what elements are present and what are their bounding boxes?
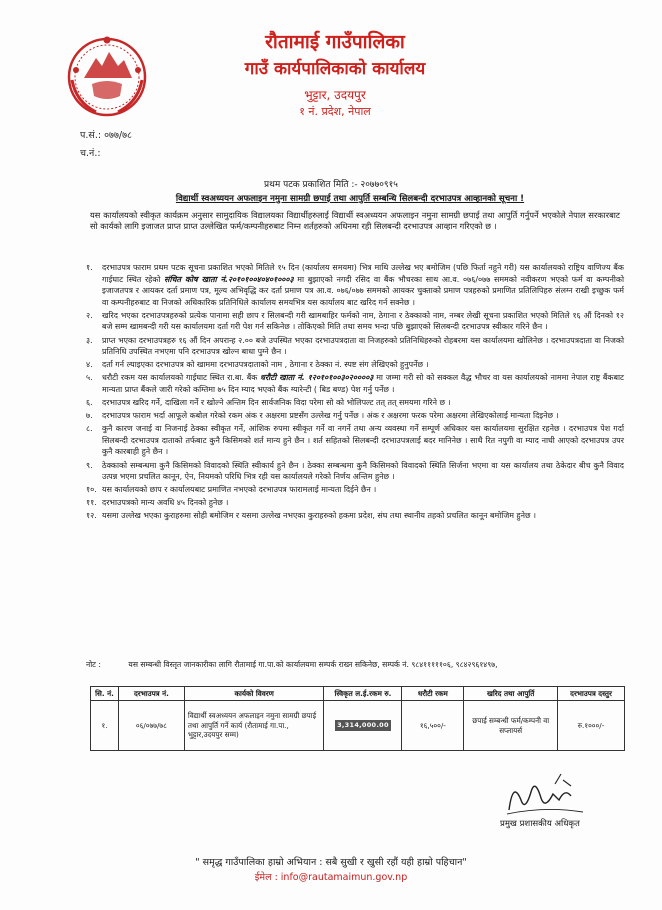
col-sn: सि. नं. — [91, 687, 119, 701]
cell-sn: १. — [91, 701, 119, 751]
cell-procurement: छपाई सम्बन्धी फर्म/कम्पनी वा सप्लायर्स — [464, 701, 558, 751]
signature-icon — [505, 770, 585, 818]
account-number: धरौटी खाता नं. १२०१०१००३०२००००३ — [260, 373, 374, 383]
term-text — [102, 410, 624, 422]
tender-table — [90, 686, 625, 751]
term-text-part: दरभाउपत्रको मान्य अवधि ४५ दिनको हुनेछ । — [102, 498, 229, 508]
term-number: ४. — [86, 360, 93, 370]
term-text — [102, 310, 624, 333]
term-item — [86, 335, 624, 358]
term-number: ६. — [86, 398, 93, 408]
col-deposit: धरौटी रकम — [402, 687, 464, 701]
term-number: १२. — [86, 511, 97, 521]
term-item — [86, 262, 624, 308]
term-number: ८. — [86, 424, 93, 434]
term-item — [86, 372, 624, 395]
term-text-part: कुनै कारण जनाई वा निजनाई ठेक्का स्वीकृत गर्ने, आंशिक रुपमा स्वीकृत गर्ने वा नगर्ने तथा अन्य व्यवस्था गर्ने सम्पूर्ण अधिकार यस कार्यालयमा सुरक्षित रहनेछ । दरभाउपत्र पेश गर्दा सिलबन्दी दरभाउपत्र दाताको तर्फबाट कुनै किसिमको शर्त मान्य हुने छैन । शर्त सहितको सिलबन्दी दरभाउपत्रलाई बदर मानिनेछ । साथै रित नपुगी वा म्याद नाघी आएको दरभाउपत्र उपर कुनै कारबाही हुने छैन । — [102, 424, 624, 457]
col-description: कार्यको विवरण — [184, 687, 324, 701]
term-text-part: दरभाउपत्र फाराम प्रथम पटक सूचना प्रकाशित भएको मितिले १५ दिन (कार्यालय समयमा) भित्र माथि उल्लेख भए बमोजिम (पछि फिर्ता नहुने गरी) यस कार्यालयको राष्ट्रिय वाणिज्य बैंक गाईघाट स्थित रहेको — [102, 263, 624, 284]
letter-ref-number: प.सं.: ०७७/७८ — [80, 130, 132, 141]
term-item — [86, 359, 624, 371]
term-text-part: प्राप्त भएका दरभाउपत्रहरु १६ औं दिन अपरान्ह २.०० बजे उपस्थित भएका दरभाउपत्रदाता वा निजहरुको प्रतिनिधिहरुको रोहबरमा यस कार्यालयमा खोलिनेछ । दरभाउपत्रदाता वा निजको प्रतिनिधि उपस्थित नभएमा पनि दरभाउपत्र खोल्न बाधा पुग्ने छैन । — [102, 335, 624, 357]
term-text — [102, 423, 624, 458]
notice-subject: विद्यार्थी स्वअध्ययन अफलाइन नमुना सामग्री छपाई तथा आपुर्ति सम्बन्धि सिलबन्दी दरभाउपत्र आव्हानको सूचना ! — [175, 194, 525, 204]
note-text: यस सम्बन्धी विस्तृत जानकारीका लागि रौतामाई गा.पा.को कार्यालयमा सम्पर्क राख्न सकिनेछ, सम्पर्क नं. ९८४१११११०६, ९८४२९६१४९७, — [128, 660, 498, 669]
signatory-title: प्रमुख प्रशासकीय अधिकृत — [500, 819, 580, 829]
term-item — [86, 310, 624, 333]
cell-fee: रु.१०००/- — [558, 701, 625, 751]
publication-date: प्रथम पटक प्रकाशित मिति :- २०७७०९१५ — [264, 180, 398, 190]
term-number: ११. — [86, 498, 97, 508]
col-procurement: खरिद तथा आपुर्ति — [464, 687, 558, 701]
note-label: नोट : — [86, 660, 101, 669]
col-estimate: स्विकृत ल.ई.रकम रु. — [324, 687, 402, 701]
term-number: १. — [86, 263, 93, 272]
notice-intro: यस कार्यालयको स्वीकृत कार्यक्रम अनुसार सामुदायिक विद्यालयका विद्यार्थीहरुलाई विद्यार्थी स्वअध्ययन अफलाइन नमुना सामग्री छपाई तथा आपुर्ति गर्नुपर्ने भएकोले नेपाल सरकारबाट सो कार्यको लागि इजाजत प्राप्त प्राप्त उल्लेखित फर्म/कम्पनीहरुबाट निम्न शर्तहरुको अधिनमा रही सिलबन्दी दरभाउपत्र आव्हान गरिएको छ । — [90, 210, 620, 231]
term-text — [102, 372, 624, 395]
term-number: ५. — [86, 373, 93, 383]
term-text-part: मा जम्मा गरी सो को सक्कल वैद्ध भौचर वा यस कार्यालयको नाममा नेपाल राष्ट्र बैंकबाट मान्यता प्राप्त बैंकले जारी गरेको कम्तिमा ७५ दिन म्याद भएको बैंक ग्यारेन्टी ( बिड बण्ड) पेश गर्नु पर्नेछ । — [102, 373, 624, 394]
footer-slogan: " समृद्ध गाउँपालिका हाम्रो अभियान : सबै सुखी र खुसी रहौं यही हाम्रो पहिचान" — [195, 857, 467, 868]
cell-deposit: १६,५००/- — [402, 701, 464, 751]
term-item — [86, 484, 624, 496]
table-header-row — [91, 687, 625, 701]
term-text-part: दरभाउपत्र खरिद गर्ने, दाखिला गर्ने र खोल्ने अन्तिम दिन सार्वजनिक विदा परेमा सो को भोलिपल्ट तत् तत् समयमा गरिने छ । — [102, 398, 451, 408]
cell-tender-no: ०६/०७७/७८ — [118, 701, 184, 751]
term-number: २. — [86, 310, 93, 320]
account-number: संचित कोष खाता नं.२०१०१००४०४०१०००३ — [164, 274, 294, 284]
term-text-part: मा बुझाएको नगदी रसिद वा बैंक भौचरका साथ आ.व. ०७६/०७७ सममको नवीकरण भएको फर्म वा कम्पनीको इजाजतपत्र र आयकर दर्ता प्रमाण पत्र, मूल्य अभिवृद्धि कर दर्ता प्रमाण पत्र आ.व. ०७६/०७७ सममको आयकर चुक्ताको प्रमाण पत्रहरुको प्रमाणित प्रतिलिपिहरु संलग्न राखी इच्छुक फर्म वा कम्पनीहरुबाट वा निजको अधिकारिक प्रतिनिधिले कार्यालय समयभित्र यस कार्यालय बाट खरिद गर्न सक्नेछ । — [102, 274, 624, 307]
term-text — [102, 460, 624, 483]
nepal-emblem-icon — [62, 32, 152, 118]
term-text-part: खरिद भएका दरभाउपत्रहरुको प्रत्येक पानामा सही छाप र सिलबन्दी गरी खामबाहिर फर्मको नाम, ठेगाना र ठेक्काको नाम, नम्बर लेखी सूचना प्रकाशित भएको मितिले १६ औं दिनको १२ बजे सम्म खामबन्दी गरी यस कार्यालयमा दर्ता गरी पेश गर्न सकिनेछ । तोकिएको मिति तथा समय भन्दा पछि बुझाएको सिलबन्दी दरभाउपत्र स्वीकार गरिने छैन । — [102, 310, 624, 332]
office-name: गाउँ कार्यपालिकाको कार्यालय — [244, 59, 426, 79]
cell-description: विद्यार्थी स्वअध्ययन अफलाइन नमुना सामग्री छपाई तथा आपुर्ति गर्ने कार्य (रौतामाई गा.पा., भुट्टार,उदयपुर सम्म) — [184, 701, 324, 751]
term-item — [86, 397, 624, 409]
term-number: ९. — [86, 460, 93, 470]
term-item — [86, 510, 624, 522]
col-fee: दरभाउपत्र दस्तुर — [558, 687, 625, 701]
office-location: भुट्टार, उदयपुर — [304, 88, 366, 102]
contact-note — [86, 660, 626, 670]
term-text — [102, 510, 624, 522]
dispatch-number: च.नं.: — [80, 148, 101, 159]
term-text — [102, 397, 624, 409]
estimate-stamp: 3,314,000.00 — [335, 720, 391, 731]
office-province: १ नं. प्रदेश, नेपाल — [299, 105, 371, 118]
term-text-part: यस कार्यालयको छाप र कार्यालयबाट प्रमाणित नभएको दरभाउपत्र फारामलाई मान्यता दिईने छैन । — [102, 485, 377, 495]
term-number: १०. — [86, 485, 97, 495]
term-text-part: धरौटी रकम यस कार्यालयको गाईघाट स्थित रा.बा. बैंक — [102, 373, 261, 383]
cell-estimate — [324, 701, 402, 751]
term-item — [86, 497, 624, 509]
term-item — [86, 410, 624, 422]
term-number: ३. — [86, 335, 93, 345]
term-text — [102, 359, 624, 371]
terms-list — [86, 262, 624, 523]
col-tender-no: दरभाउपत्र नं. — [118, 687, 184, 701]
municipality-name: रौतामाई गाउँपालिका — [265, 31, 405, 53]
term-text — [102, 262, 624, 308]
term-item — [86, 423, 624, 458]
term-text — [102, 497, 624, 509]
term-text-part: दर्ता गर्न ल्याइएका दरभाउपत्र को खाममा दरभाउपत्रदाताको नाम , ठेगाना र ठेक्का नं. स्पष्ट संग लेखिएको हुनुपर्नेछ । — [102, 360, 429, 370]
table-row — [91, 701, 625, 751]
term-text-part: दरभाउपत्र फाराम भर्दा आफूले कबोल गरेको रकम अंक र अक्षरमा प्रष्टसँग उल्लेख गर्नु पर्नेछ । अंक र अक्षरमा फरक परेमा अक्षरमा लेखिएकोलाई मान्यता दिइनेछ । — [102, 411, 559, 421]
term-item — [86, 460, 624, 483]
term-text — [102, 335, 624, 358]
term-text — [102, 484, 624, 496]
footer-email[interactable]: ईमेल : info@rautamaimun.gov.np — [254, 872, 408, 883]
term-text-part: यसमा उल्लेख भएका कुराहरुमा सोही बमोजिम र यसमा उल्लेख नभएका कुराहरुको हकमा प्रदेश, संघ तथा स्थानीय तहको प्रचलित कानून बमोजिम हुनेछ । — [102, 511, 537, 521]
term-text-part: ठेक्काको सम्बन्धमा कुनै किसिमको विवादको स्थिति स्वीकार्य हुने छैन । ठेक्का सम्बन्धमा कुनै किसिमको विवादको स्थिति सिर्जना भएमा वा यस कार्यालय तथा ठेकेदार बीच कुनै विवाद उत्पन्न भएमा प्रचलित कानून, ऐन, नियमको परिधि भित्र रही यस कार्यालयले गरेको निर्णय अन्तिम हुनेछ । — [102, 460, 624, 482]
term-number: ७. — [86, 411, 93, 421]
